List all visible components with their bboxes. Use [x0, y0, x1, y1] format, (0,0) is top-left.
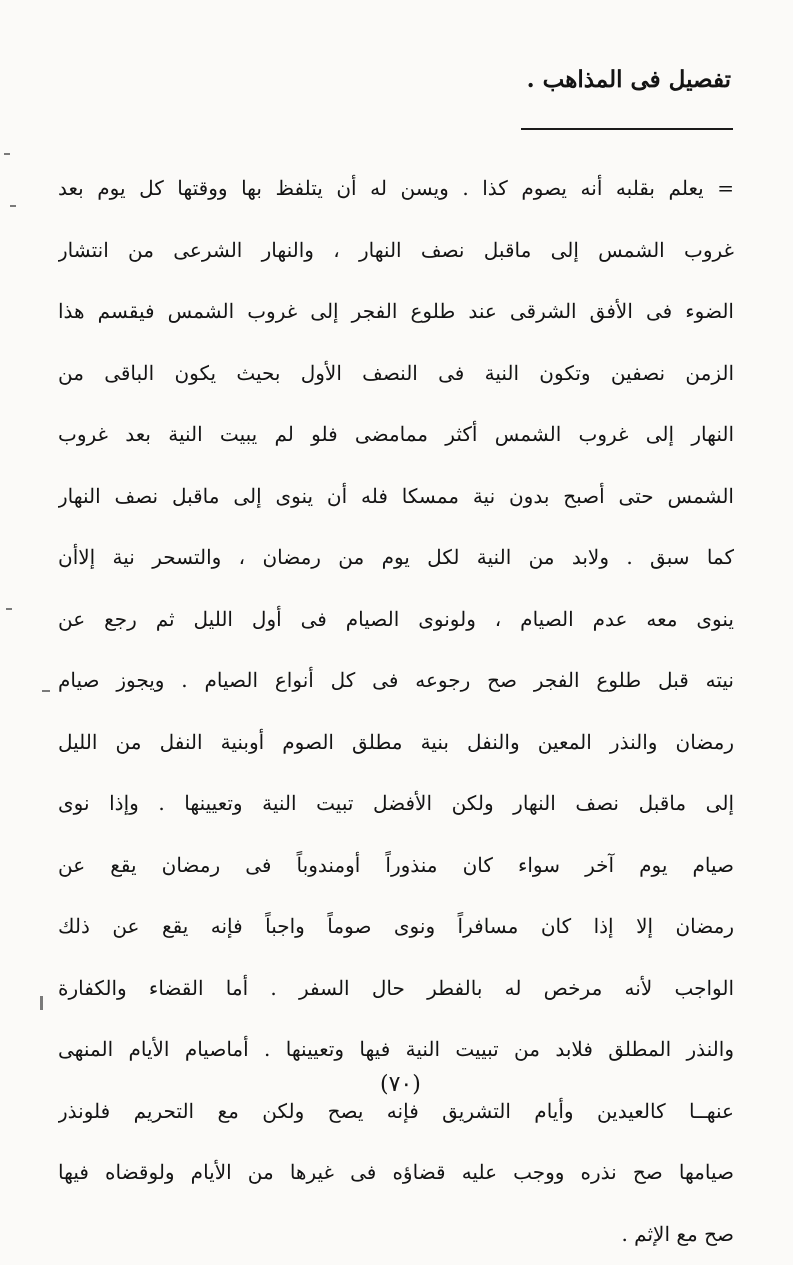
text-line: رمضان والنذر المعين والنفل بنية مطلق الصوم أوبنية النفل من الليل [58, 712, 734, 774]
scan-speck [40, 996, 43, 1010]
text-line: رمضان إلا إذا كان مسافراً ونوى صوماً واجباً فإنه يقع عن ذلك [58, 896, 734, 958]
text-line: إلى ماقبل نصف النهار ولكن الأفضل تبيت النية وتعيينها . وإذا نوى [58, 773, 734, 835]
text-line: نيته قبل طلوع الفجر صح رجوعه فى كل أنواع الصيام . ويجوز صيام [58, 650, 734, 712]
scan-speck [4, 153, 10, 155]
text-line: الواجب لأنه مرخص له بالفطر حال السفر . أما القضاء والكفارة [58, 958, 734, 1020]
scan-speck [10, 205, 16, 207]
page-number: (٧٠) [380, 1072, 421, 1097]
text-line: الضوء فى الأفق الشرقى عند طلوع الفجر إلى غروب الشمس فيقسم هذا [58, 281, 734, 343]
text-line: صيام يوم آخر سواء كان منذوراً أومندوباً فى رمضان يقع عن [58, 835, 734, 897]
body-text [58, 158, 734, 1265]
text-line: عنهــا كالعيدين وأيام التشريق فإنه يصح ولكن مع التحريم فلونذر [58, 1081, 734, 1143]
text-line: الزمن نصفين وتكون النية فى النصف الأول بحيث يكون الباقى من [58, 343, 734, 405]
scan-speck [6, 608, 12, 610]
text-line: غروب الشمس إلى ماقبل نصف النهار ، والنهار الشرعى من انتشار [58, 220, 734, 282]
text-line: النهار إلى غروب الشمس أكثر ممامضى فلو لم يبيت النية بعد غروب [58, 404, 734, 466]
header-rule [521, 128, 733, 130]
running-header: تفصيل فى المذاهب . [527, 66, 731, 93]
text-line: والنذر المطلق فلابد من تبييت النية فيها وتعيينها . أماصيام الأيام المنهى [58, 1019, 734, 1081]
text-line: = يعلم بقلبه أنه يصوم كذا . ويسن له أن يتلفظ بها ووقتها كل يوم بعد [58, 158, 734, 220]
text-line: كما سبق . ولابد من النية لكل يوم من رمضان ، والتسحر نية إلاأن [58, 527, 734, 589]
text-line: صح مع الإثم . [58, 1204, 734, 1265]
scan-speck [42, 690, 50, 692]
text-line: صيامها صح نذره ووجب عليه قضاؤه فى غيرها من الأيام ولوقضاه فيها [58, 1142, 734, 1204]
text-line: ينوى معه عدم الصيام ، ولونوى الصيام فى أول الليل ثم رجع عن [58, 589, 734, 651]
text-line: الشمس حتى أصبح بدون نية ممسكا فله أن ينوى إلى ماقبل نصف النهار [58, 466, 734, 528]
